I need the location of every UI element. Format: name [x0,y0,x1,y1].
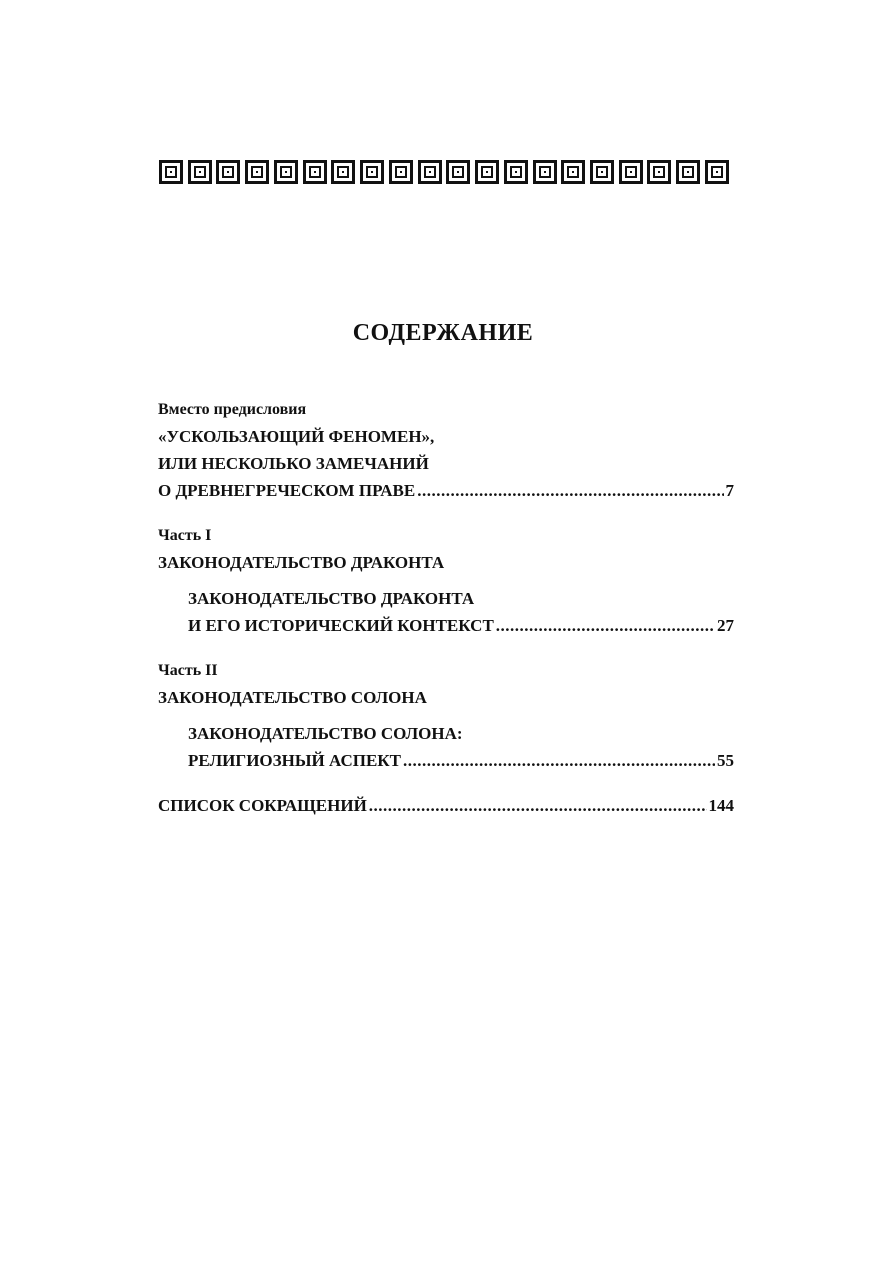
part-1-chapter-line-1: ЗАКОНОДАТЕЛЬСТВО ДРАКОНТА [188,589,475,608]
greek-meander-border [159,158,729,186]
meander-unit [647,160,671,184]
toc-entry-part-1-chapter[interactable] [158,585,734,639]
abbreviations-label: СПИСОК СОКРАЩЕНИЙ [158,796,367,815]
part-1-label: Часть I [158,527,212,544]
toc-entry-abbreviations[interactable] [158,792,734,819]
meander-unit [590,160,614,184]
meander-unit [188,160,212,184]
part-2-chapter-line-2: РЕЛИГИОЗНЫЙ АСПЕКТ [188,751,401,770]
meander-unit [446,160,470,184]
meander-unit [705,160,729,184]
part-1-chapter-page-number: 27 [717,616,734,635]
meander-unit [676,160,700,184]
part-1-chapter-line-2: И ЕГО ИСТОРИЧЕСКИЙ КОНТЕКСТ [188,616,494,635]
part-2-chapter-page-number: 55 [717,751,734,770]
meander-unit [619,160,643,184]
meander-unit [274,160,298,184]
meander-unit [475,160,499,184]
part-2-chapter-line-1: ЗАКОНОДАТЕЛЬСТВО СОЛОНА: [188,724,463,743]
dot-leader [496,612,715,639]
meander-unit [389,160,413,184]
meander-unit [303,160,327,184]
dot-leader [403,747,715,774]
preface-label: Вместо предисловия [158,401,307,418]
meander-unit [504,160,528,184]
abbreviations-page-number: 144 [708,796,734,815]
dot-leader [369,792,707,819]
preface-title-line-1: «УСКОЛЬЗАЮЩИЙ ФЕНОМЕН», [158,427,435,446]
meander-unit [561,160,585,184]
part-2-heading: ЗАКОНОДАТЕЛЬСТВО СОЛОНА [158,688,427,707]
part-1-heading: ЗАКОНОДАТЕЛЬСТВО ДРАКОНТА [158,553,445,572]
preface-title-line-3: О ДРЕВНЕГРЕЧЕСКОМ ПРАВЕ [158,481,416,500]
meander-unit [418,160,442,184]
part-2-label: Часть II [158,662,218,679]
table-of-contents [158,396,734,819]
page-title: СОДЕРЖАНИЕ [352,320,534,346]
meander-unit [245,160,269,184]
dot-leader [417,477,723,504]
meander-unit [331,160,355,184]
toc-entry-preface[interactable] [158,396,734,504]
meander-unit [216,160,240,184]
meander-unit [360,160,384,184]
preface-page-number: 7 [725,481,734,500]
toc-entry-part-2-chapter[interactable] [158,720,734,774]
meander-unit [533,160,557,184]
preface-title-line-2: ИЛИ НЕСКОЛЬКО ЗАМЕЧАНИЙ [158,454,429,473]
meander-unit [159,160,183,184]
